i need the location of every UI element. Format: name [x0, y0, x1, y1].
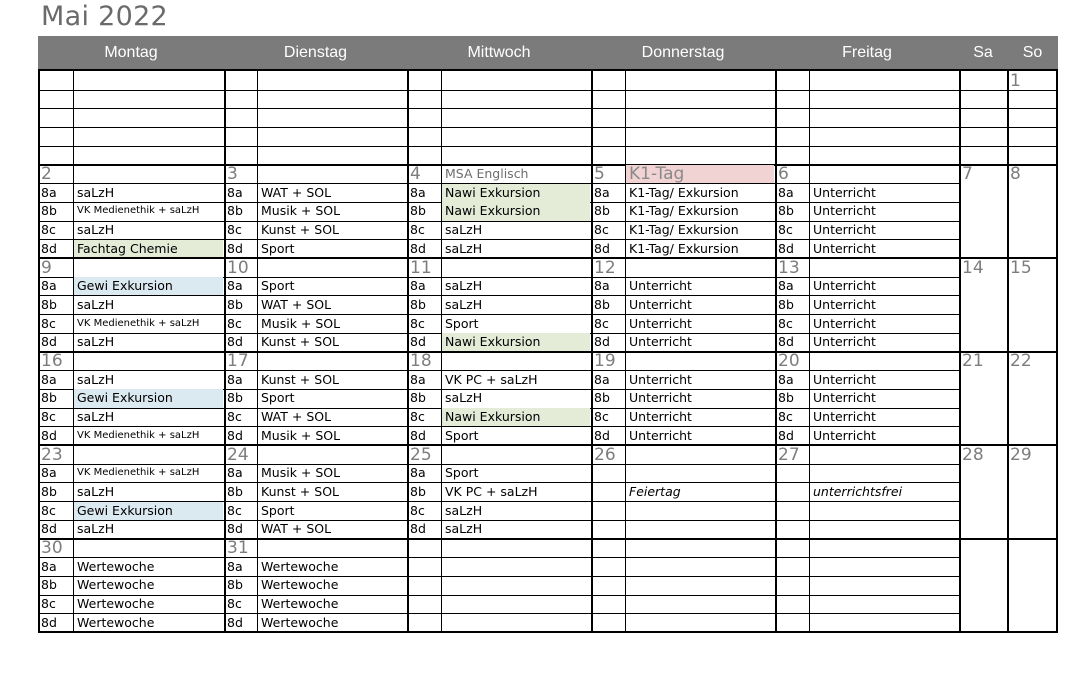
grid-line — [38, 90, 959, 91]
day-number-21: 21 — [962, 351, 984, 371]
class-label: 8c — [410, 315, 425, 331]
class-label: 8b — [410, 390, 426, 406]
day-number-22: 22 — [1010, 351, 1032, 371]
day-number-24: 24 — [227, 444, 249, 465]
schedule-entry: saLzH — [77, 334, 115, 350]
class-label: 8a — [227, 278, 243, 294]
schedule-entry: Unterricht — [629, 371, 692, 387]
class-label: 8a — [227, 371, 243, 387]
class-label: 8b — [227, 390, 243, 406]
grid-line — [959, 146, 1058, 147]
class-label: 8c — [227, 315, 242, 331]
day-number-26: 26 — [594, 444, 616, 465]
schedule-entry: Sport — [261, 390, 295, 406]
class-label: 8a — [594, 184, 610, 200]
class-label: 8d — [227, 614, 243, 630]
calendar-grid — [38, 36, 1058, 670]
schedule-entry: saLzH — [77, 184, 115, 200]
class-label: 8b — [778, 390, 794, 406]
schedule-entry: WAT + SOL — [261, 409, 332, 425]
class-label: 8a — [227, 558, 243, 574]
schedule-entry: Unterricht — [813, 240, 876, 256]
schedule-entry: K1-Tag/ Exkursion — [629, 240, 739, 256]
class-label: 8d — [410, 240, 426, 256]
schedule-entry: Unterricht — [813, 203, 876, 219]
schedule-entry: Nawi Exkursion — [442, 184, 590, 202]
class-label: 8d — [778, 427, 794, 443]
schedule-entry: Unterricht — [629, 278, 692, 294]
schedule-entry: Musik + SOL — [261, 427, 341, 443]
class-label: 8c — [227, 502, 242, 518]
day-number-6: 6 — [778, 164, 789, 184]
day-number-17: 17 — [227, 351, 249, 371]
class-label: 8b — [227, 296, 243, 312]
grid-line — [38, 127, 959, 128]
class-label: 8c — [41, 596, 56, 612]
class-label: 8b — [410, 296, 426, 312]
schedule-entry: Kunst + SOL — [261, 483, 339, 499]
grid-line — [38, 108, 959, 109]
weekday-header-1: Dienstag — [224, 36, 407, 69]
class-label: 8d — [227, 240, 243, 256]
class-label: 8d — [41, 614, 57, 630]
class-label: 8a — [41, 184, 57, 200]
schedule-entry: Wertewoche — [261, 614, 339, 630]
weekday-header-5: Sa — [959, 36, 1007, 69]
day-number-4: 4 — [410, 164, 421, 184]
day-number-16: 16 — [41, 351, 63, 371]
schedule-entry: saLzH — [77, 483, 115, 499]
day-number-31: 31 — [227, 538, 249, 558]
schedule-entry: Unterricht — [813, 390, 876, 406]
class-label: 8c — [41, 222, 56, 238]
class-label: 8b — [41, 296, 57, 312]
class-label: 8d — [410, 427, 426, 443]
page-title: Mai 2022 — [41, 1, 169, 32]
class-label: 8b — [41, 203, 57, 219]
class-label: 8a — [227, 465, 243, 481]
day-number-11: 11 — [410, 257, 432, 278]
schedule-entry: Wertewoche — [77, 558, 155, 574]
schedule-entry: Wertewoche — [77, 596, 155, 612]
class-label: 8d — [594, 427, 610, 443]
class-label: 8a — [778, 278, 794, 294]
schedule-entry: Nawi Exkursion — [442, 408, 590, 426]
schedule-entry: saLzH — [445, 390, 483, 406]
schedule-entry: Gewi Exkursion — [74, 502, 223, 520]
class-label: 8c — [410, 409, 425, 425]
schedule-entry: Kunst + SOL — [261, 371, 339, 387]
day-number-18: 18 — [410, 351, 432, 371]
schedule-entry: K1-Tag/ Exkursion — [629, 222, 739, 238]
schedule-entry: VK PC + saLzH — [445, 483, 538, 499]
day-number-23: 23 — [41, 444, 63, 465]
schedule-entry: Nawi Exkursion — [442, 333, 590, 351]
schedule-entry: Wertewoche — [261, 577, 339, 593]
day-number-7: 7 — [962, 164, 973, 184]
class-label: 8a — [410, 184, 426, 200]
schedule-entry: saLzH — [445, 502, 483, 518]
holiday-label: Feiertag — [629, 483, 681, 499]
day-number-5: 5 — [594, 164, 605, 184]
class-label: 8d — [594, 334, 610, 350]
class-label: 8d — [227, 521, 243, 537]
class-label: 8b — [41, 390, 57, 406]
grid-line — [38, 538, 1058, 540]
holiday-label: unterrichtsfrei — [813, 483, 903, 499]
class-label: 8a — [778, 184, 794, 200]
schedule-entry: Unterricht — [813, 371, 876, 387]
class-label: 8d — [227, 334, 243, 350]
day-number-20: 20 — [778, 351, 800, 371]
day-number-13: 13 — [778, 257, 800, 278]
schedule-entry: Unterricht — [813, 334, 876, 350]
class-label: 8b — [410, 203, 426, 219]
schedule-entry: saLzH — [77, 222, 115, 238]
day-number-25: 25 — [410, 444, 432, 465]
class-label: 8a — [778, 371, 794, 387]
class-label: 8a — [410, 465, 426, 481]
grid-line — [38, 146, 959, 147]
class-label: 8c — [594, 409, 609, 425]
schedule-entry: Kunst + SOL — [261, 222, 339, 238]
class-label: 8c — [778, 409, 793, 425]
schedule-entry: Unterricht — [813, 296, 876, 312]
weekday-header-3: Donnerstag — [591, 36, 775, 69]
class-label: 8c — [778, 222, 793, 238]
schedule-entry: saLzH — [77, 296, 115, 312]
grid-line — [38, 444, 1058, 446]
class-label: 8d — [41, 521, 57, 537]
day-number-12: 12 — [594, 257, 616, 278]
class-label: 8b — [227, 203, 243, 219]
schedule-entry: saLzH — [445, 521, 483, 537]
day-number-19: 19 — [594, 351, 616, 371]
schedule-entry: Sport — [445, 427, 479, 443]
day-number-1: 1 — [1010, 70, 1021, 91]
schedule-entry: saLzH — [77, 409, 115, 425]
class-label: 8b — [594, 203, 610, 219]
weekday-header-6: So — [1007, 36, 1058, 69]
class-label: 8b — [41, 577, 57, 593]
class-label: 8b — [227, 483, 243, 499]
class-label: 8c — [227, 409, 242, 425]
schedule-entry: VK Medienethik + saLzH — [77, 467, 200, 479]
grid-line — [959, 108, 1058, 109]
grid-line — [38, 69, 1058, 71]
class-label: 8c — [594, 315, 609, 331]
schedule-entry: Unterricht — [813, 409, 876, 425]
schedule-entry: Unterricht — [813, 222, 876, 238]
weekday-header-2: Mittwoch — [407, 36, 591, 69]
schedule-entry: Wertewoche — [261, 596, 339, 612]
day-number-28: 28 — [962, 444, 984, 465]
schedule-entry: Unterricht — [629, 334, 692, 350]
weekday-header-4: Freitag — [775, 36, 959, 69]
schedule-entry: saLzH — [445, 222, 483, 238]
class-label: 8a — [227, 184, 243, 200]
class-label: 8d — [227, 427, 243, 443]
schedule-entry: K1-Tag/ Exkursion — [629, 184, 739, 200]
schedule-entry: saLzH — [77, 521, 115, 537]
schedule-entry: Unterricht — [629, 315, 692, 331]
schedule-entry: Unterricht — [813, 184, 876, 200]
schedule-entry: WAT + SOL — [261, 184, 332, 200]
schedule-entry: Unterricht — [629, 296, 692, 312]
schedule-entry: Sport — [261, 278, 295, 294]
schedule-entry: Wertewoche — [261, 558, 339, 574]
schedule-entry: Wertewoche — [77, 614, 155, 630]
class-label: 8a — [41, 558, 57, 574]
class-label: 8a — [410, 278, 426, 294]
day-number-14: 14 — [962, 257, 984, 278]
class-label: 8a — [41, 278, 57, 294]
schedule-entry: Unterricht — [813, 315, 876, 331]
schedule-entry: Fachtag Chemie — [74, 240, 223, 258]
day-number-10: 10 — [227, 257, 249, 278]
day-note: K1-Tag — [626, 165, 774, 183]
schedule-entry: Nawi Exkursion — [442, 202, 590, 220]
day-number-2: 2 — [41, 164, 52, 184]
day-number-30: 30 — [41, 538, 63, 558]
schedule-entry: Sport — [445, 465, 479, 481]
class-label: 8a — [41, 465, 57, 481]
grid-line — [38, 351, 1058, 353]
schedule-entry: Kunst + SOL — [261, 334, 339, 350]
class-label: 8c — [594, 222, 609, 238]
class-label: 8d — [778, 334, 794, 350]
schedule-entry: VK Medienethik + saLzH — [77, 205, 200, 217]
class-label: 8c — [778, 315, 793, 331]
class-label: 8c — [41, 315, 56, 331]
class-label: 8c — [41, 502, 56, 518]
class-label: 8d — [41, 334, 57, 350]
schedule-entry: Unterricht — [629, 409, 692, 425]
schedule-entry: Sport — [445, 315, 479, 331]
class-label: 8a — [41, 371, 57, 387]
day-note: MSA Englisch — [445, 166, 529, 181]
schedule-entry: Sport — [261, 240, 295, 256]
day-number-15: 15 — [1010, 257, 1032, 278]
class-label: 8c — [41, 409, 56, 425]
schedule-entry: Unterricht — [813, 427, 876, 443]
schedule-entry: VK Medienethik + saLzH — [77, 317, 200, 329]
schedule-entry: saLzH — [445, 240, 483, 256]
schedule-entry: K1-Tag/ Exkursion — [629, 203, 739, 219]
day-number-8: 8 — [1010, 164, 1021, 184]
class-label: 8c — [227, 596, 242, 612]
schedule-entry: VK Medienethik + saLzH — [77, 429, 200, 441]
schedule-entry: Wertewoche — [77, 577, 155, 593]
class-label: 8d — [41, 427, 57, 443]
class-label: 8d — [594, 240, 610, 256]
day-number-27: 27 — [778, 444, 800, 465]
class-label: 8a — [594, 278, 610, 294]
grid-line — [959, 127, 1058, 128]
class-label: 8c — [227, 222, 242, 238]
class-label: 8d — [410, 521, 426, 537]
schedule-entry: Gewi Exkursion — [74, 389, 223, 407]
day-number-29: 29 — [1010, 444, 1032, 465]
day-number-9: 9 — [41, 257, 52, 278]
class-label: 8c — [410, 502, 425, 518]
class-label: 8d — [778, 240, 794, 256]
class-label: 8b — [594, 296, 610, 312]
class-label: 8b — [227, 577, 243, 593]
schedule-entry: Gewi Exkursion — [74, 277, 223, 295]
weekday-header-0: Montag — [38, 36, 224, 69]
schedule-entry: saLzH — [445, 296, 483, 312]
schedule-entry: WAT + SOL — [261, 296, 332, 312]
class-label: 8b — [778, 296, 794, 312]
schedule-entry: Unterricht — [629, 427, 692, 443]
schedule-entry: Unterricht — [629, 390, 692, 406]
class-label: 8b — [778, 203, 794, 219]
class-label: 8d — [41, 240, 57, 256]
schedule-entry: Unterricht — [813, 278, 876, 294]
class-label: 8b — [594, 390, 610, 406]
class-label: 8c — [410, 222, 425, 238]
class-label: 8b — [41, 483, 57, 499]
schedule-entry: saLzH — [445, 278, 483, 294]
class-label: 8a — [594, 371, 610, 387]
schedule-entry: Sport — [261, 502, 295, 518]
class-label: 8a — [410, 371, 426, 387]
schedule-entry: WAT + SOL — [261, 521, 332, 537]
class-label: 8b — [410, 483, 426, 499]
schedule-entry: VK PC + saLzH — [445, 371, 538, 387]
schedule-entry: Musik + SOL — [261, 315, 341, 331]
schedule-entry: saLzH — [77, 371, 115, 387]
day-number-3: 3 — [227, 164, 238, 184]
class-label: 8d — [410, 334, 426, 350]
schedule-entry: Musik + SOL — [261, 465, 341, 481]
grid-line — [38, 257, 1058, 259]
schedule-entry: Musik + SOL — [261, 203, 341, 219]
